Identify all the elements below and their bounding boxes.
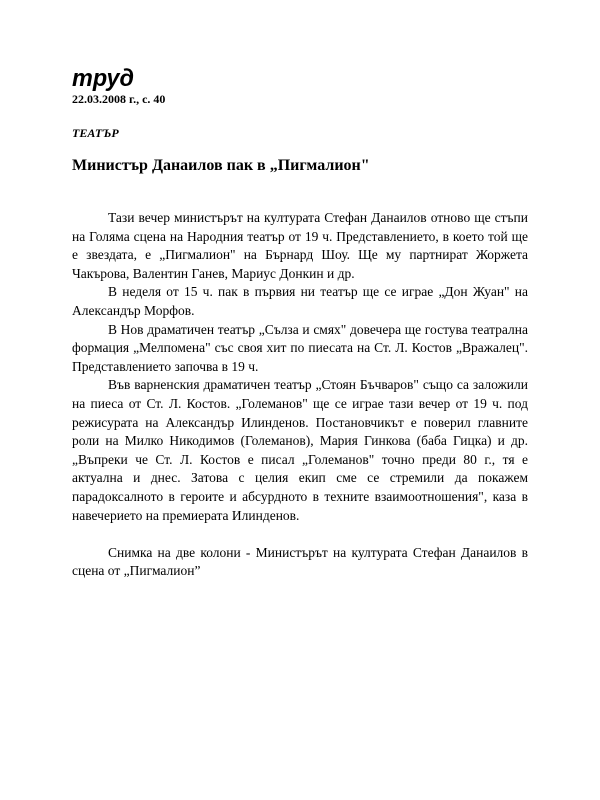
paragraph: В Нов драматичен театър „Сълза и смях" довечера ще гостува театрална формация „Мелпомена" със своя хит по пиесата на Ст. Л. Костов „Вражалец". Представлението започва в 19 ч. bbox=[72, 321, 528, 374]
article-page bbox=[72, 64, 528, 581]
paragraph: Във варненския драматичен театър „Стоян Бъчваров" също са заложили на пиеса от Ст. Л. Костов. „Големанов" ще се играе тази вечер от 19 ч. под режисурата на Александър Илинденов. Постановчикът е поверил главните роли на Милко Никодимов (Големанов), Мария Гинкова (баба Гицка) и др. „Въпреки че Ст. Л. Костов е писал „Големанов" точно преди 80 г., тя е актуална и днес. Затова с целия екип сме се стремили да покажем парадоксалното в героите и абсурдното в техните взаимоотношения", каза в навечерието на премиерата Илинденов. bbox=[72, 377, 528, 523]
section-label: ТЕАТЪР bbox=[72, 126, 119, 140]
logo-text: труд bbox=[72, 65, 134, 92]
paragraph: В неделя от 15 ч. пак в първия ни театър ще се играе „Дон Жуан" на Александър Морфов. bbox=[72, 284, 528, 318]
trud-logo bbox=[72, 64, 136, 92]
photo-caption: Снимка на две колони - Министърът на културата Стефан Данаилов в сцена от „Пигмалион” bbox=[72, 544, 528, 579]
article-body bbox=[72, 209, 528, 525]
dateline: 22.03.2008 г., с. 40 bbox=[72, 92, 166, 106]
paragraph: Тази вечер министърът на културата Стефан Данаилов отново ще стъпи на Голяма сцена на Народния театър от 19 ч. Представлението, в което той ще е звездата, е „Пигмалион" на Бърнард Шоу. Ще му партнират Жоржета Чакърова, Валентин Ганев, Мариус Донкин и др. bbox=[72, 210, 528, 281]
article-headline: Министър Данаилов пак в „Пигмалион" bbox=[72, 157, 370, 174]
